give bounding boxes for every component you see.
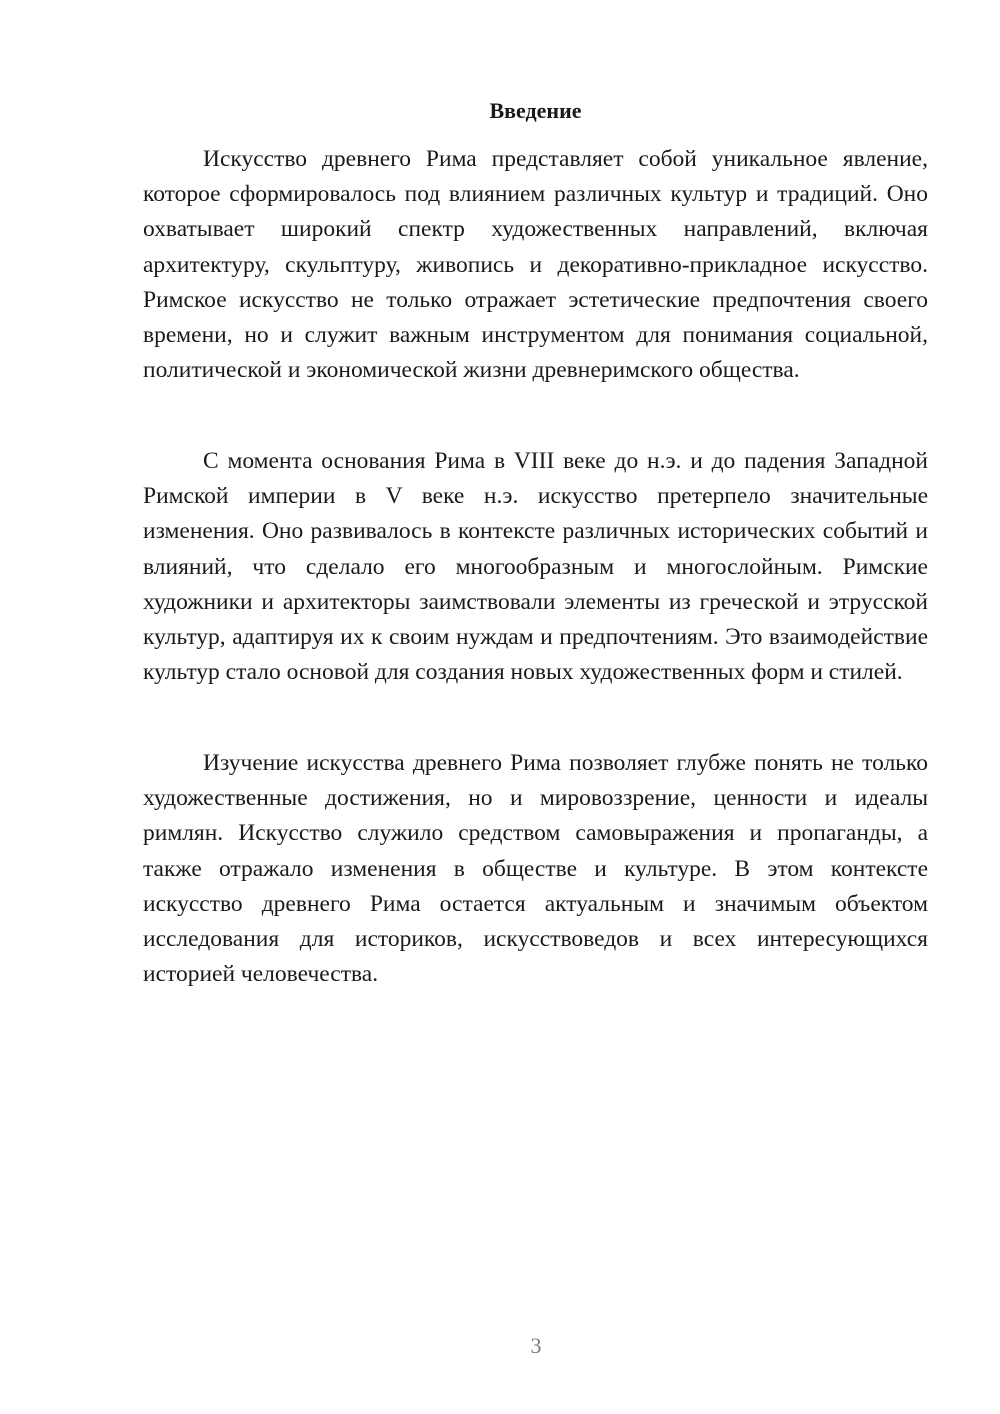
paragraph-1: Искусство древнего Рима представляет собой уникальное явление, которое сформировалось под влиянием различных культур и традиций. Оно охватывает широкий спектр художественных направлений, включая архитектуру, скульптуру, живопись и декоративно-прикладное искусство. Римское искусство не только отражает эстетические предпочтения своего времени, но и служит важным инструментом для понимания социальной, политической и экономической жизни древнеримского общества.	[143, 146, 928, 384]
section-title: Введение	[489, 98, 582, 123]
paragraph-2: С момента основания Рима в VIII веке до н.э. и до падения Западной Римской империи в V веке н.э. искусство претерпело значительные изменения. Оно развивалось в контексте различных исторических событий и влияний, что сделало его многообразным и многослойным. Римские художники и архитекторы заимствовали элементы из греческой и этрусской культур, адаптируя их к своим нуждам и предпочтениям. Это взаимодействие культур стало основой для создания новых художественных форм и стилей.	[143, 448, 928, 686]
paragraph-3: Изучение искусства древнего Рима позволяет глубже понять не только художественные достижения, но и мировоззрение, ценности и идеалы римлян. Искусство служило средством самовыражения и пропаганды, а также отражало изменения в обществе и культуре. В этом контексте искусство древнего Рима остается актуальным и значимым объектом исследования для историков, искусствоведов и всех интересующихся историей человечества.	[143, 750, 928, 988]
page-number: 3	[530, 1333, 542, 1358]
